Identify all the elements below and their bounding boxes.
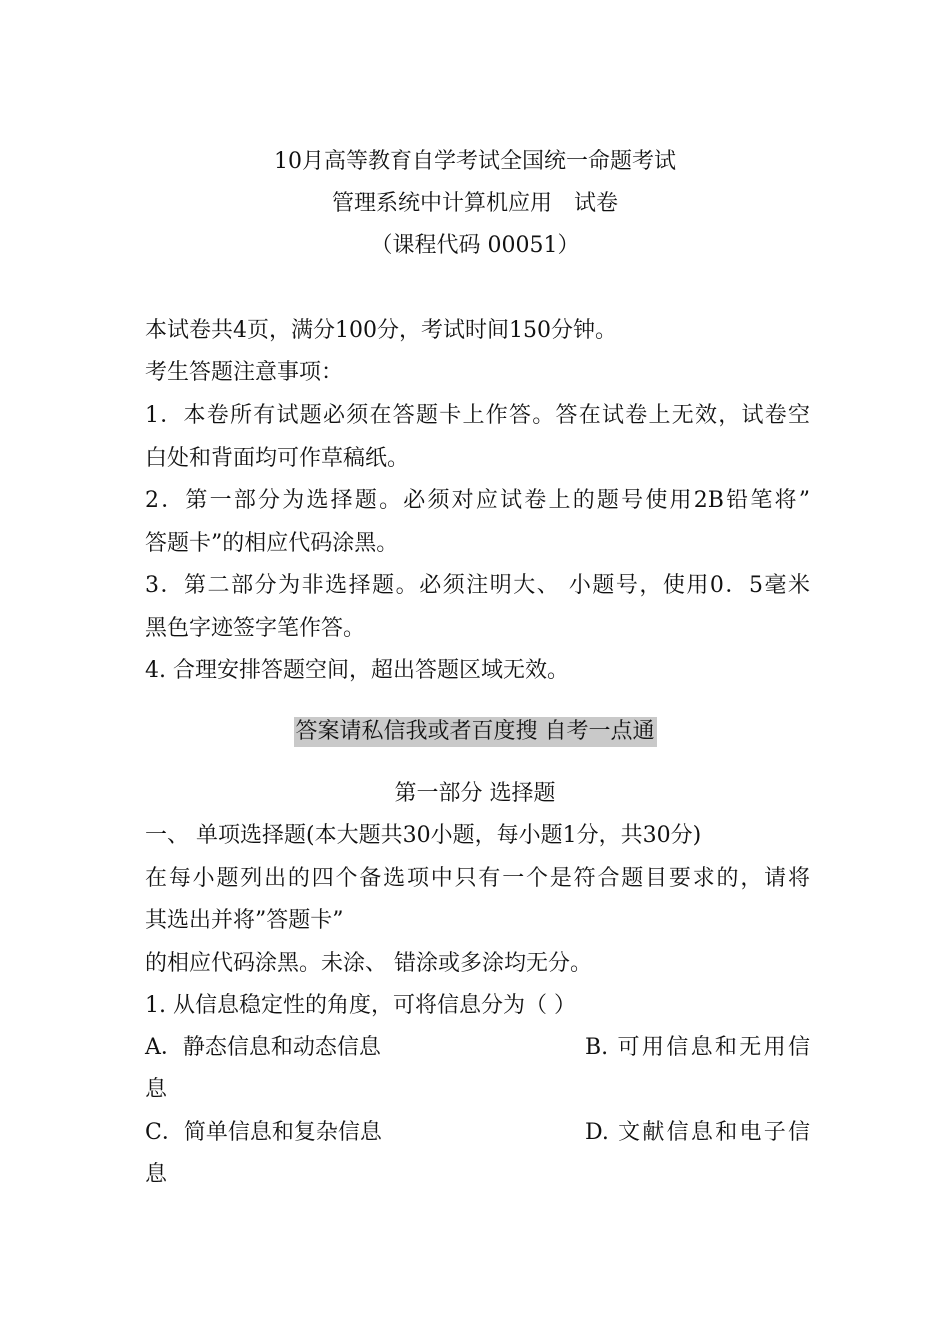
rule-2-line-a: 2．第一部分为选择题。必须对应试卷上的题号使用2B铅笔将” [145, 488, 810, 513]
rule-1-line-a: 1．本卷所有试题必须在答题卡上作答。答在试卷上无效，试卷空 [145, 403, 810, 428]
instruction-line-b: 其选出并将”答题卡” [145, 908, 344, 933]
exam-summary: 本试卷共4页，满分100分，考试时间150分钟。 [145, 318, 617, 343]
course-code: （课程代码 00051） [370, 233, 580, 258]
rule-1-line-b: 白处和背面均可作草稿纸。 [145, 446, 410, 471]
section-title: 一、 单项选择题(本大题共30小题，每小题1分，共30分) [145, 823, 702, 848]
question-1-option-d-wrap: 息 [145, 1162, 168, 1187]
question-1-option-b: B. 可用信息和无用信 [585, 1035, 810, 1060]
instruction-line-c: 的相应代码涂黑。未涂、 错涂或多涂均无分。 [145, 951, 592, 976]
rule-3-line-b: 黑色字迹签字笔作答。 [145, 616, 366, 641]
exam-title-line2: 管理系统中计算机应用 试卷 [331, 191, 618, 216]
rule-2-line-b: 答题卡”的相应代码涂黑。 [145, 531, 399, 556]
rule-3-line-a: 3．第二部分为非选择题。必须注明大、 小题号，使用0．5毫米 [145, 573, 810, 598]
question-1-option-b-wrap: 息 [145, 1077, 168, 1102]
answer-banner-row [0, 717, 950, 747]
exam-title-line1: 10月高等教育自学考试全国统一命题考试 [274, 149, 676, 174]
notice-heading: 考生答题注意事项： [145, 360, 344, 385]
question-1-option-c: C．简单信息和复杂信息 [145, 1120, 382, 1145]
rule-4: 4. 合理安排答题空间，超出答题区域无效。 [145, 658, 569, 683]
question-1-stem: 1. 从信息稳定性的角度，可将信息分为（ ） [145, 993, 576, 1018]
answer-banner: 答案请私信我或者百度搜 自考一点通 [294, 717, 657, 747]
instruction-line-a: 在每小题列出的四个备选项中只有一个是符合题目要求的，请将 [145, 866, 810, 891]
part1-heading: 第一部分 选择题 [394, 781, 556, 806]
question-1-option-d: D. 文献信息和电子信 [585, 1120, 810, 1145]
question-1-option-a: A．静态信息和动态信息 [145, 1035, 381, 1060]
